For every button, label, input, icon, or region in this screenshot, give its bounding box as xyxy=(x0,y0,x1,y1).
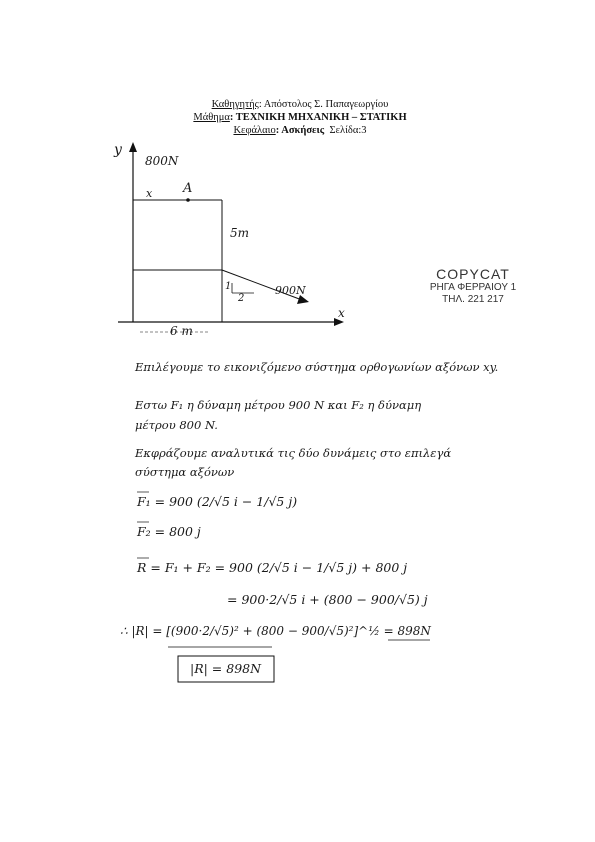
dim-5m-label: 5m xyxy=(230,226,250,240)
text-line-5: σύστημα αξόνων xyxy=(135,465,235,479)
course-label: Μάθημα xyxy=(193,112,230,123)
teacher-name: : Απόστολος Σ. Παπαγεωργίου xyxy=(258,99,389,110)
force-900-label: 900N xyxy=(275,284,306,297)
point-x-label: x xyxy=(146,187,153,200)
stamp-phone: ΤΗΛ. 221 217 xyxy=(442,294,504,305)
stamp-title: COPYCAT xyxy=(436,266,510,282)
equation-r-components: = 900·2/√5 i + (800 − 900/√5) j xyxy=(227,592,428,607)
y-axis-label: y xyxy=(114,142,122,158)
slope-1-label: 1 xyxy=(225,281,232,292)
y-axis-arrow-icon xyxy=(129,142,137,152)
copycat-stamp xyxy=(418,266,528,306)
point-a-label: A xyxy=(183,181,193,196)
force-800-label: 800N xyxy=(145,154,179,168)
dim-6m-label: 6 m xyxy=(170,324,193,338)
page-number: Σελίδα:3 xyxy=(329,125,367,136)
text-line-2: Εστω F₁ η δύναμη μέτρου 900 N και F₂ η δύναμη xyxy=(135,398,422,412)
equation-magnitude: ∴ |R| = [(900·2/√5)² + (800 − 900/√5)²]^½ = 898N xyxy=(120,624,431,638)
final-result: |R| = 898N xyxy=(190,661,262,676)
equation-f1: F₁ = 900 (2/√5 i − 1/√5 j) xyxy=(137,494,298,509)
chapter-label: Κεφάλαιο xyxy=(233,125,276,136)
course-name: : ΤΕΧΝΙΚΗ ΜΗΧΑΝΙΚΗ – ΣΤΑΤΙΚΗ xyxy=(229,112,407,123)
stamp-address: ΡΗΓΑ ΦΕΡΡΑΙΟΥ 1 xyxy=(429,282,517,293)
equation-r: R = F₁ + F₂ = 900 (2/√5 i − 1/√5 j) + 800 j xyxy=(137,560,408,575)
text-line-3: μέτρου 800 N. xyxy=(135,418,218,432)
slope-2-label: 2 xyxy=(238,293,245,304)
chapter-name: : Ασκήσεις xyxy=(275,125,325,136)
point-a-dot xyxy=(186,198,190,202)
teacher-label: Καθηγητής xyxy=(211,99,259,110)
equation-f2: F₂ = 800 j xyxy=(137,524,201,539)
text-line-1: Επιλέγουμε το εικονιζόμενο σύστημα ορθογωνίων αξόνων xy. xyxy=(135,360,499,374)
text-line-4: Εκφράζουμε αναλυτικά τις δύο δυνάμεις στο επιλεγά xyxy=(135,446,452,460)
x-axis-label: x xyxy=(338,306,345,320)
